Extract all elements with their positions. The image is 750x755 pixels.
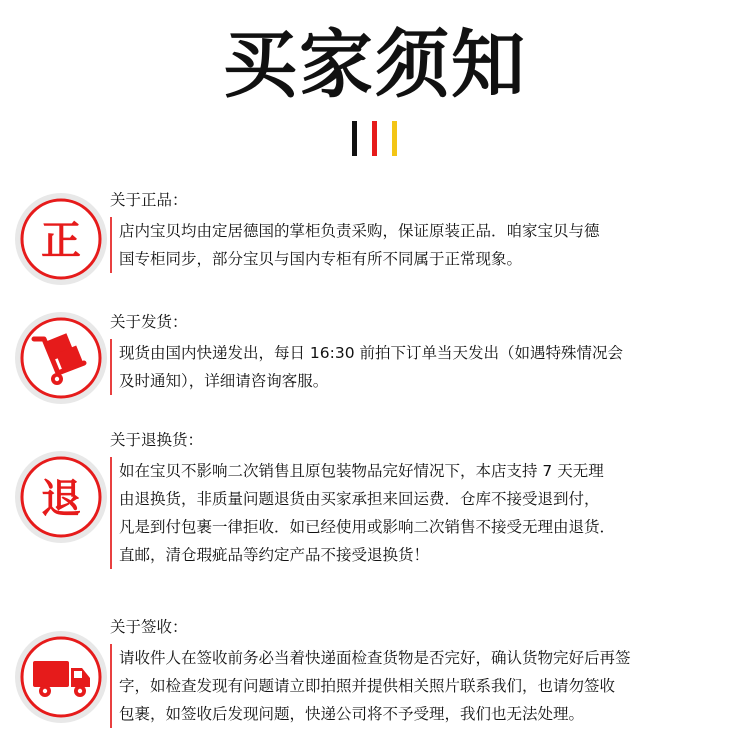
hand-truck-icon xyxy=(14,311,108,405)
tui-glyph: 退 xyxy=(41,476,81,522)
page-title: 买家须知 xyxy=(223,22,527,108)
flag-red-bar xyxy=(372,121,377,156)
section-line: 国专柜同步，部分宝贝与国内专柜有所不同属于正常现象。 xyxy=(119,250,523,268)
section-heading: 关于正品： xyxy=(110,191,188,209)
section-heading: 关于退换货： xyxy=(110,431,204,449)
section-line: 直邮，清仓瑕疵品等约定产品不接受退换货！ xyxy=(119,546,430,564)
section-line: 字，如检查发现有问题请立即拍照并提供相关照片联系我们，也请勿签收 xyxy=(119,677,616,695)
section-body xyxy=(110,217,735,273)
section-heading: 关于签收： xyxy=(110,618,188,636)
flag-black-bar xyxy=(352,121,357,156)
section-line: 及时通知），详细请咨询客服。 xyxy=(119,372,329,390)
section-body xyxy=(110,339,735,395)
zheng-glyph: 正 xyxy=(41,218,81,264)
tui-character-icon xyxy=(14,450,108,544)
section-shipping xyxy=(110,312,735,395)
section-line: 现货由国内快递发出，每日 16:30 前拍下订单当天发出（如遇特殊情况会 xyxy=(119,344,624,362)
section-line: 请收件人在签收前务必当着快递面检查货物是否完好，确认货物完好后再签 xyxy=(119,649,631,667)
section-line: 包裹，如签收后发现问题，快递公司将不予受理，我们也无法处理。 xyxy=(119,705,585,723)
section-heading: 关于发货： xyxy=(110,313,188,331)
section-body xyxy=(110,457,735,569)
section-line: 店内宝贝均由定居德国的掌柜负责采购，保证原装正品．咱家宝贝与德 xyxy=(119,222,600,240)
section-line: 如在宝贝不影响二次销售且原包装物品完好情况下，本店支持 7 天无理 xyxy=(119,462,604,480)
section-line: 由退换货，非质量问题退货由买家承担来回运费．仓库不接受退到付， xyxy=(119,490,600,508)
section-returns xyxy=(110,430,735,569)
flag-yellow-bar xyxy=(392,121,397,156)
section-body xyxy=(110,644,735,728)
section-authentic xyxy=(110,190,735,273)
zheng-character-icon xyxy=(14,192,108,286)
section-signing xyxy=(110,617,735,728)
section-line: 凡是到付包裹一律拒收．如已经使用或影响二次销售不接受无理由退货． xyxy=(119,518,616,536)
delivery-truck-icon xyxy=(14,630,108,724)
